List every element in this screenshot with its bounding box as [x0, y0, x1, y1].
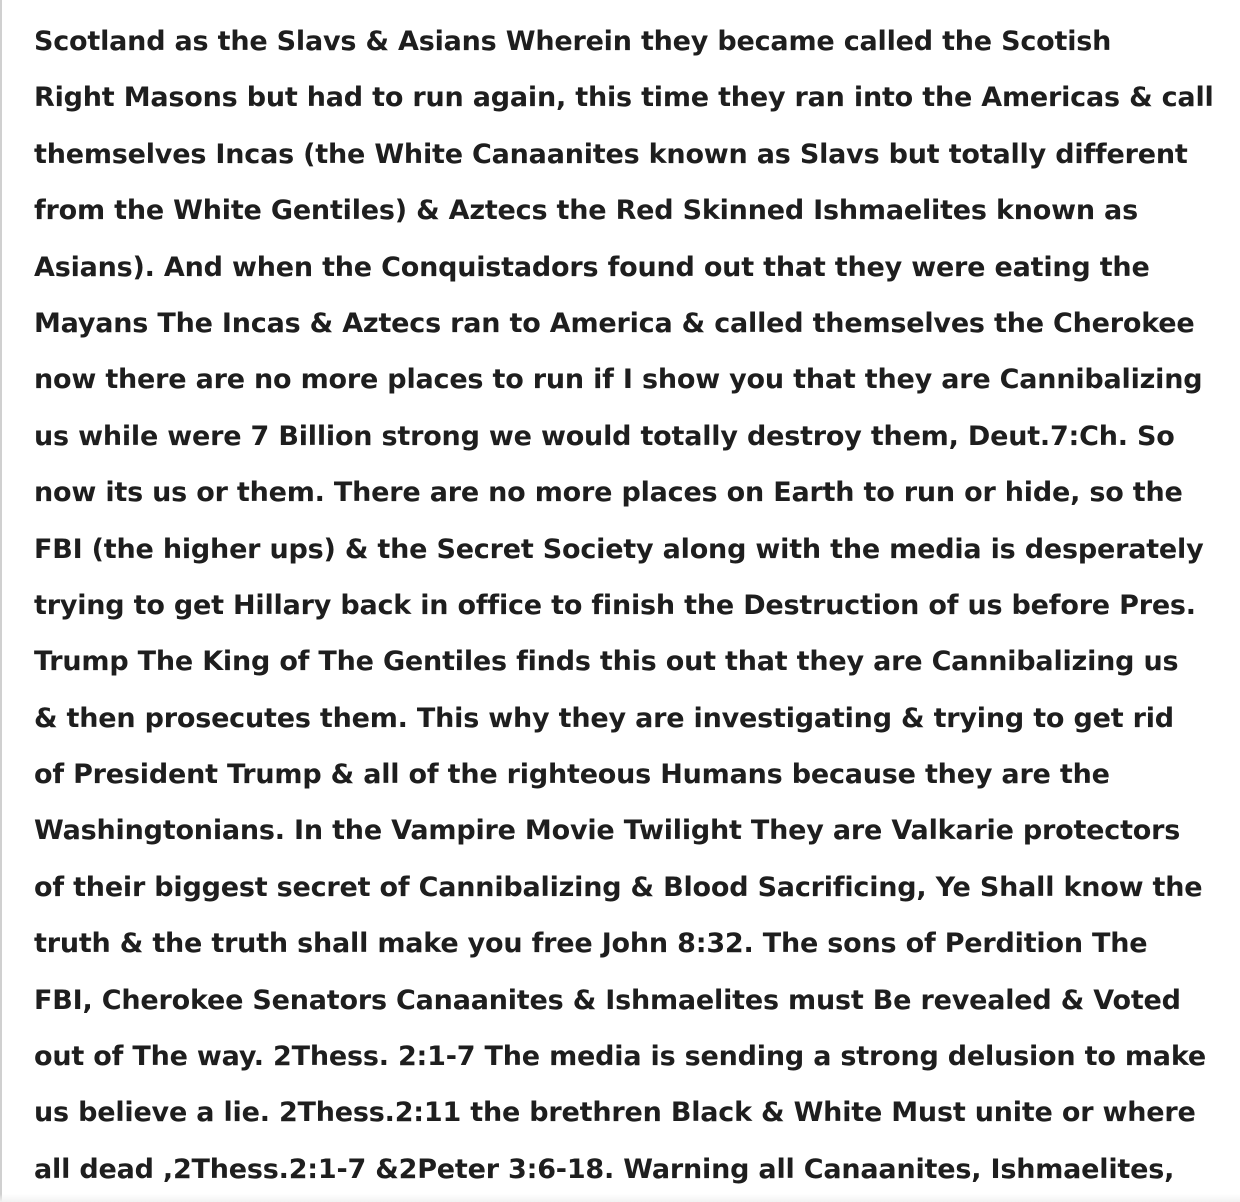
article-line: now there are no more places to run if I show you that they are Cannibalizing	[34, 364, 1203, 396]
article-line: us while were 7 Billion strong we would totally destroy them, Deut.7:Ch. So	[34, 420, 1175, 452]
article-body	[34, 14, 1214, 1198]
left-border-rule	[0, 0, 2, 1202]
article-line: Mayans The Incas & Aztecs ran to America & called themselves the Cherokee	[34, 307, 1195, 339]
bottom-edge-shadow	[0, 1194, 1240, 1202]
article-line: Trump The King of The Gentiles finds this out that they are Cannibalizing us	[34, 646, 1179, 678]
article-line: Asians). And when the Conquistadors found out that they were eating the	[34, 251, 1150, 283]
article-line: FBI, Cherokee Senators Canaanites & Ishmaelites must Be revealed & Voted	[34, 984, 1181, 1016]
article-line: of their biggest secret of Cannibalizing & Blood Sacrificing, Ye Shall know the	[34, 871, 1203, 903]
article-line: trying to get Hillary back in office to finish the Destruction of us before Pres.	[34, 589, 1196, 621]
article-line: Right Masons but had to run again, this time they ran into the Americas & call	[34, 82, 1214, 114]
article-line: us believe a lie. 2Thess.2:11 the brethren Black & White Must unite or where	[34, 1097, 1196, 1129]
article-line: from the White Gentiles) & Aztecs the Red Skinned Ishmaelites known as	[34, 195, 1138, 227]
article-line: out of The way. 2Thess. 2:1-7 The media is sending a strong delusion to make	[34, 1041, 1206, 1073]
article-line: of President Trump & all of the righteous Humans because they are the	[34, 759, 1110, 791]
article-line: all dead ,2Thess.2:1-7 &2Peter 3:6-18. Warning all Canaanites, Ishmaelites,	[34, 1153, 1175, 1185]
article-line: & then prosecutes them. This why they are investigating & trying to get rid	[34, 702, 1174, 734]
article-line: now its us or them. There are no more places on Earth to run or hide, so the	[34, 477, 1183, 509]
article-line: themselves Incas (the White Canaanites known as Slavs but totally different	[34, 138, 1188, 170]
article-line: Washingtonians. In the Vampire Movie Twilight They are Valkarie protectors	[34, 815, 1181, 847]
article-line: FBI (the higher ups) & the Secret Society along with the media is desperately	[34, 533, 1204, 565]
article-line: truth & the truth shall make you free John 8:32. The sons of Perdition The	[34, 928, 1148, 960]
article-line: Scotland as the Slavs & Asians Wherein they became called the Scotish	[34, 26, 1112, 57]
